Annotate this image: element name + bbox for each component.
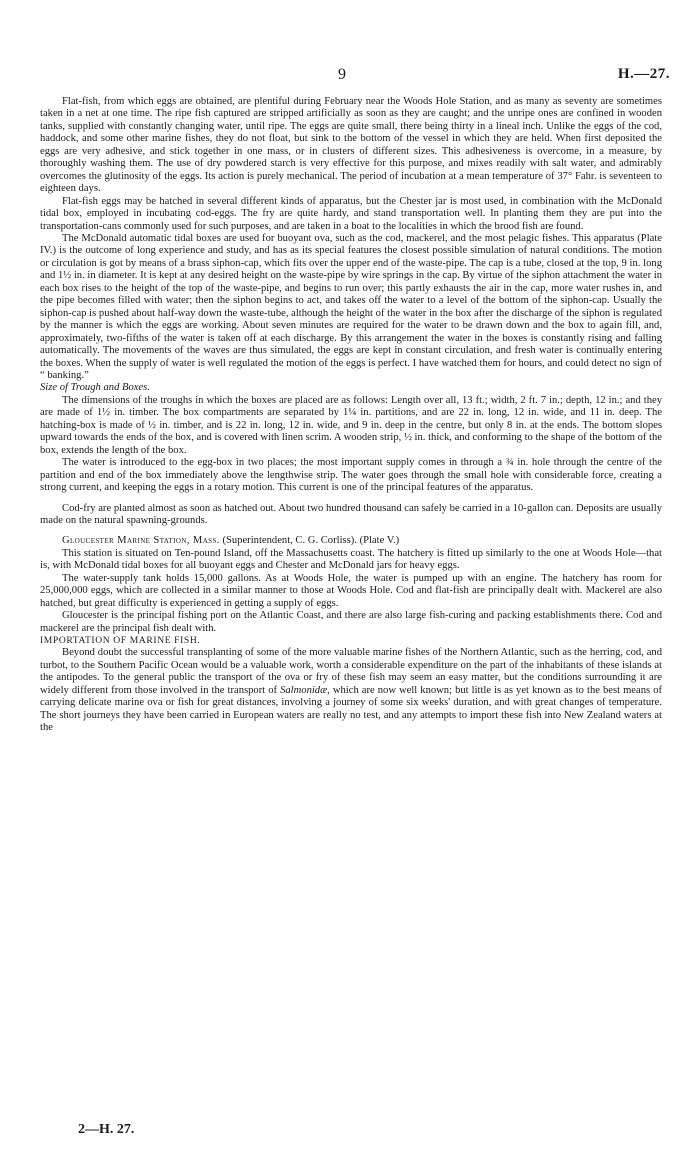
station-details: (Superintendent, C. G. Corliss). (Plate V.)	[222, 535, 400, 547]
paragraph-gloucester-3: Gloucester is the principal fishing port on the Atlantic Coast, and there are also large fish-curing and packing establishments there. Cod and mackerel are the principal fish dealt with.	[40, 610, 662, 634]
paragraph-flatfish-eggs: Flat-fish eggs may be hatched in several different kinds of apparatus, but the Chester jar is most used, in combination with the McDonald tidal box, employed in incubating cod-eggs. The fry are quite hardy, and stand transportation well. In planting them they are put into the transportation-cans commonly used for such purposes, and are taken in a boat to the localities in which the brood fish are found.	[40, 195, 662, 232]
importation-italic-term: Salmonidæ	[280, 684, 328, 696]
paragraph-flatfish: Flat-fish, from which eggs are obtained, are plentiful during February near the Woods Hole Station, and as many as seventy are sometimes taken in a net at one time. The ripe fish captured are stripped artificially as soon as they are caught; and the unripe ones are confined in wooden tanks, supplied with constantly changing water, until ripe. The eggs are quite small, there being thirty in a lineal inch. Unlike the eggs of the cod, haddock, and some other marine fishes, they do not float, but sink to the bottom of the vessel in which they are held. When first deposited the eggs are very adhesive, and stick together in one mass, or in clusters of different sizes. This adhesiveness is overcome, in a measure, by thoroughly washing them. The use of dry powdered starch is very effective for this purpose, and mixes readily with salt water, and admirably overcomes the glutinosity of the eggs. Its action is purely mechanical. The period of incubation at a mean temperature of 37° Fahr. is seventeen to eighteen days.	[40, 96, 662, 195]
document-reference: H.—27.	[617, 66, 670, 82]
paragraph-water-supply: The water is introduced to the egg-box in two places; the most important supply comes in through a ¾ in. hole through the centre of the partition and end of the box immediately above the lengthwise strip. The water goes through the small hole with considerable force, creating a strong current, and keeping the eggs in a rotary motion. This current is one of the principal features of the apparatus.	[40, 457, 662, 494]
paragraph-gloucester-1: This station is situated on Ten-pound Island, off the Massachusetts coast. The hatchery is fitted up similarly to the one at Woods Hole—that is, with McDonald tidal boxes for all buoyant eggs and Chester and McDonald jars for heavy eggs.	[40, 547, 662, 572]
paragraph-mcdonald-boxes: The McDonald automatic tidal boxes are used for buoyant ova, such as the cod, mackerel, and the most pelagic fishes. This apparatus (Plate IV.) is the outcome of long experience and study, and has as its special features the closest possible simulation of natural conditions. The motion or circulation is got by means of a brass siphon-cap, which fits over the upper end of the waste-pipe. The cap is a tube, closed at the top, 9 in. long and 1½ in. in diameter. It is kept at any desired height on the waste-pipe by wire springs in the cap. By virtue of the siphon attachment the water in each box rises to the height of the top of the waste-pipe, and begins to run over; this partly exhausts the air in the cap, more water rushes in, and the pipe becomes filled with water; then the siphon begins to act, and takes off the water to a level of the bottom of the siphon-cap. Usually the siphon-cap is pushed about half-way down the waste-tube, although the height of the water in the box after the discharge of the siphon is regulated by the manner is which the eggs are working. About seven minutes are required for the water to be drawn down and the box to again fill, and, approximately, two-fifths of the water is taken off at each discharge. By this arrangement the water in the boxes is constantly rising and falling automatically. The movements of the waves are thus simulated, the eggs are kept in constant circulation, and fresh water is continually entering the boxes. When the supply of water is well regulated the motion of the eggs is perfect. I have watched them for hours, and could detect no sign of “ banking.”	[40, 232, 662, 381]
section-heading-importation: IMPORTATION OF MARINE FISH.	[40, 635, 201, 647]
paragraph-gloucester-2: The water-supply tank holds 15,000 gallons. As at Woods Hole, the water is pumped up with an engine. The hatchery has room for 25,000,000 eggs, which are collected in a similar manner to those at Woods Hole. Cod and flat-fish are principally dealt with. Mackerel are also hatched, but great difficulty is experienced in getting a supply of eggs.	[40, 572, 662, 609]
station-name: Gloucester Marine Station, Mass.	[62, 535, 220, 547]
paragraph-gloucester-heading	[40, 535, 662, 547]
footer-signature: 2—H. 27.	[78, 1122, 135, 1137]
section-heading-size: Size of Trough and Boxes.	[40, 382, 150, 394]
document-body	[40, 96, 662, 735]
paragraph-dimensions: The dimensions of the troughs in which the boxes are placed are as follows: Length over all, 13 ft.; width, 2 ft. 7 in.; depth, 12 in.; and they are made of 1½ in. timber. The box compartments are separated by 1¼ in. partitions, and are 22 in. long, 12 in. wide, and 11 in. deep. The hatching-box is made of ½ in. timber, and is 22 in. long, 12 in. wide, and 9 in. deep in the centre, but only 8 in. at the ends. The bottom slopes upward towards the ends of the box, and is covered with linen scrim. A wooden strip, ½ in. thick, and conforming to the shape of the bottom of the box, extends the length of the box.	[40, 394, 662, 456]
importation-text-before: Beyond doubt the successful transplanting of some of the more valuable marine fishes of the Northern Atlantic, such as the herring, cod, and turbot, to the Southern Pacific Ocean would be a valuable work, worth a considerable expenditure on the part of the inhabitants of these islands at the antipodes. To the general public the transport of the ova or fry of these fish may seem an easy matter, but the conditions surrounding it are widely different from those involved in the transport of	[40, 647, 662, 696]
page-number: 9	[338, 66, 346, 83]
paragraph-importation	[40, 647, 662, 734]
importation-text-after: , which are now well known; but little is as yet known as to the best means of carrying delicate marine ova or fish for great distances, involving a journey of some six weeks' duration, and with great changes of temperature. The short journeys they have been carried in European waters are really no test, and any attempts to import these fish into New Zealand waters at the	[40, 684, 662, 734]
paragraph-cod-fry: Cod-fry are planted almost as soon as hatched out. About two hundred thousand can safely be carried in a 10-gallon can. Deposits are usually made on the natural spawning-grounds.	[40, 502, 662, 526]
